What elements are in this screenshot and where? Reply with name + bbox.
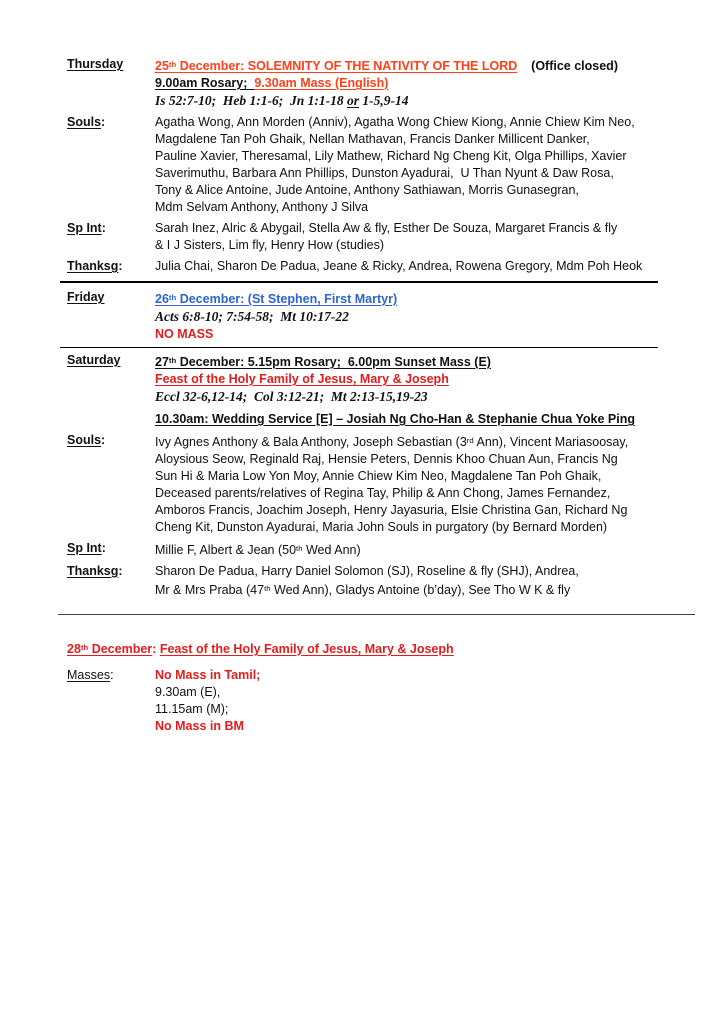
thursday-souls [67,114,724,216]
text-segment: 10.30am: Wedding Service [E] – Josiah Ng Cho-Han & Stephanie Chua Yoke Ping [155,411,635,426]
text-segment: th [168,60,177,69]
thursday-souls-line [155,148,724,165]
sunday-masses-line [155,701,724,718]
friday-schedule-line [155,326,724,343]
saturday-thanksgiving-line [155,563,724,580]
text-segment: Mdm Selvam Anthony, Anthony J Silva [155,199,369,214]
thursday-special-intentions-content [155,220,724,254]
text-segment: Pauline Xavier, Theresamal, Lily Mathew, Richard Ng Cheng Kit, Olga Phillips, Xavier [155,148,627,163]
text-segment: th [264,583,271,593]
saturday-schedule-label [67,352,155,428]
text-segment: th [80,642,89,652]
sunday-masses [67,667,724,735]
saturday-souls-line [155,502,724,519]
thursday-souls-content [155,114,724,216]
label-text: Sp Int [67,540,102,555]
saturday-souls-label [67,432,155,536]
saturday-souls-line [155,432,724,451]
friday-schedule-line [155,308,724,326]
text-segment: 25 [155,58,169,73]
thursday-souls-line [155,182,724,199]
text-segment: & I J Sisters, Lim fly, Henry How (studies) [155,237,384,252]
thursday-schedule-label [67,56,155,110]
thursday-thanksgiving [67,258,724,275]
underlined-run [155,76,254,90]
text-segment: or [346,92,359,108]
sunday-masses-line [155,667,724,684]
thursday-souls-line [155,165,724,182]
underlined-run [155,292,397,306]
sunday-heading-line [67,639,724,658]
sunday-masses-line [155,718,724,735]
text-segment: Millie F, Albert & Jean (50 [155,542,297,557]
thursday-special-intentions-line [155,220,724,237]
thursday-schedule [67,56,724,110]
saturday-souls-line [155,451,724,468]
thursday-schedule-content [155,56,724,110]
text-segment: 28 [67,641,81,656]
thursday-schedule-line [155,75,724,92]
text-segment: Deceased parents/relatives of Regina Tay, Philip & Ann Chong, James Fernandez, [155,485,611,500]
divider-thick [60,281,658,283]
text-segment: Saverimuthu, Barbara Ann Phillips, Dunston Ayadurai, U Than Nyunt & Daw Rosa, [155,165,614,180]
thursday-thanksgiving-label [67,258,155,275]
underlined-run [347,93,359,108]
underlined-run [155,372,449,386]
label-colon: : [101,114,106,129]
friday-schedule-line [155,289,724,308]
text-segment: Acts 6:8-10; 7:54-58; Mt 10:17-22 [155,308,349,324]
text-segment: (Office closed) [531,58,618,73]
saturday-souls-line [155,468,724,485]
text-segment: Magdalene Tan Poh Ghaik, Nellan Mathavan, Francis Danker Millicent Danker, [155,131,590,146]
thursday-schedule-line [155,92,724,110]
thursday-special-intentions [67,220,724,254]
saturday-schedule-line [155,411,724,428]
label-colon: : [118,563,123,578]
divider-thin [60,347,658,348]
label-text: Saturday [67,352,121,367]
text-segment: 11.15am (M); [155,701,229,716]
thursday-souls-line [155,114,724,131]
thursday-thanksgiving-content [155,258,724,275]
text-segment: No Mass in Tamil; [155,667,261,682]
text-segment: Aloysious Seow, Reginald Raj, Hensie Peters, Dennis Khoo Chuan Aun, Francis Ng [155,451,618,466]
text-segment: Sarah Inez, Alric & Abygail, Stella Aw & fly, Esther De Souza, Margaret Francis & fly [155,220,618,235]
label-text: Friday [67,289,105,304]
text-segment: Agatha Wong, Ann Morden (Anniv), Agatha Wong Chiew Kiong, Annie Chiew Kim Neo, [155,114,635,129]
saturday-schedule-content [155,352,724,428]
friday-schedule [67,289,724,343]
label-text: Thanksg [67,563,119,578]
text-segment: th [168,292,177,302]
label-text: Masses [67,667,111,682]
divider-long [58,614,695,615]
text-segment: 26 [155,291,169,306]
text-segment: 1-5,9-14 [359,92,409,108]
text-segment: Ivy Agnes Anthony & Bala Anthony, Joseph Sebastian (3 [155,434,467,449]
label-text: Souls [67,432,102,447]
sunday-masses-line [155,684,724,701]
text-segment: December: 5.15pm Rosary; 6.00pm Sunset Mass (E) [176,354,491,369]
text-segment: December: SOLEMNITY OF THE NATIVITY OF THE LORD [176,58,518,73]
text-segment: Is 52:7-10; Heb 1:1-6; Jn 1:1-18 [155,92,347,108]
text-segment: : [152,641,160,656]
text-segment: NO MASS [155,326,214,341]
label-colon: : [101,432,106,447]
label-text: Thursday [67,57,124,71]
text-segment: 9.30am Mass (English) [254,75,389,90]
label-colon: : [101,220,106,235]
underlined-run [160,642,454,656]
saturday-souls-content [155,432,724,536]
saturday-schedule-line [155,371,724,388]
text-segment: 27 [155,354,169,369]
text-segment: Sharon De Padua, Harry Daniel Solomon (SJ), Roseline & fly (SHJ), Andrea, [155,563,579,578]
text-segment: Sun Hi & Maria Low Yon Moy, Annie Chiew Kim Neo, Magdalene Tan Poh Ghaik, [155,468,602,483]
underlined-run [254,76,388,90]
saturday-special-intentions-content [155,540,724,559]
text-segment: December: (St Stephen, First Martyr) [176,291,398,306]
thursday-thanksgiving-line [155,258,724,275]
text-segment: Mr & Mrs Praba (47 [155,582,265,597]
underlined-run [155,412,635,426]
thursday-schedule-line [155,56,724,75]
saturday-special-intentions-line [155,540,724,559]
saturday-souls [67,432,724,536]
saturday-schedule-line [155,352,724,371]
text-segment: 9.00am Rosary; [155,75,255,90]
thursday-special-intentions-line [155,237,724,254]
text-segment: Eccl 32-6,12-14; Col 3:12-21; Mt 2:13-15,19-23 [155,388,428,404]
text-segment: 9.30am (E), [155,684,221,699]
saturday-souls-line [155,519,724,536]
text-segment: th [296,543,303,553]
text-segment: Amboros Francis, Joachim Joseph, Henry Jayasuria, Elsie Christina Gan, Richard Ng [155,502,628,517]
label-colon: : [101,540,106,555]
text-segment: Ann), Vincent Mariasoosay, [473,434,629,449]
thursday-special-intentions-label [67,220,155,254]
saturday-special-intentions [67,540,724,559]
saturday-thanksgiving-label [67,563,155,599]
text-segment: Tony & Alice Antoine, Jude Antoine, Anthony Sathiawan, Morris Gunasegran, [155,182,579,197]
saturday-special-intentions-label [67,540,155,559]
text-segment: th [168,355,177,365]
saturday-thanksgiving [67,563,724,599]
label-colon: : [118,258,123,273]
text-segment: No Mass in BM [155,718,244,733]
thursday-souls-line [155,199,724,216]
text-segment: Wed Ann) [302,542,361,557]
text-segment: Wed Ann), Gladys Antoine (b’day), See Tho W K & fly [270,582,571,597]
text-segment: Cheng Kit, Dunston Ayadurai, Maria John Souls in purgatory (by Bernard Morden) [155,519,608,534]
text-segment: Feast of the Holy Family of Jesus, Mary & Joseph [155,371,449,386]
label-text: Souls [67,114,102,129]
underlined-run [155,59,517,73]
friday-schedule-label [67,289,155,343]
saturday-souls-line [155,485,724,502]
sunday-masses-label [67,667,155,735]
text-segment [517,59,531,73]
friday-schedule-content [155,289,724,343]
text-segment: Feast of the Holy Family of Jesus, Mary & Joseph [159,641,454,656]
label-text: Thanksg [67,258,119,273]
underlined-run [155,355,491,369]
text-segment: rd [466,435,474,445]
label-colon: : [110,667,114,682]
label-text: Sp Int [67,220,102,235]
saturday-thanksgiving-line [155,580,724,599]
thursday-souls-label [67,114,155,216]
saturday-schedule [67,352,724,428]
text-segment: Julia Chai, Sharon De Padua, Jeane & Ricky, Andrea, Rowena Gregory, Mdm Poh Heok [155,258,643,273]
sunday-masses-content [155,667,724,735]
text-segment: December [88,641,153,656]
thursday-souls-line [155,131,724,148]
saturday-thanksgiving-content [155,563,724,599]
underlined-run [67,642,152,656]
saturday-schedule-line [155,388,724,406]
sunday-heading [67,639,724,658]
